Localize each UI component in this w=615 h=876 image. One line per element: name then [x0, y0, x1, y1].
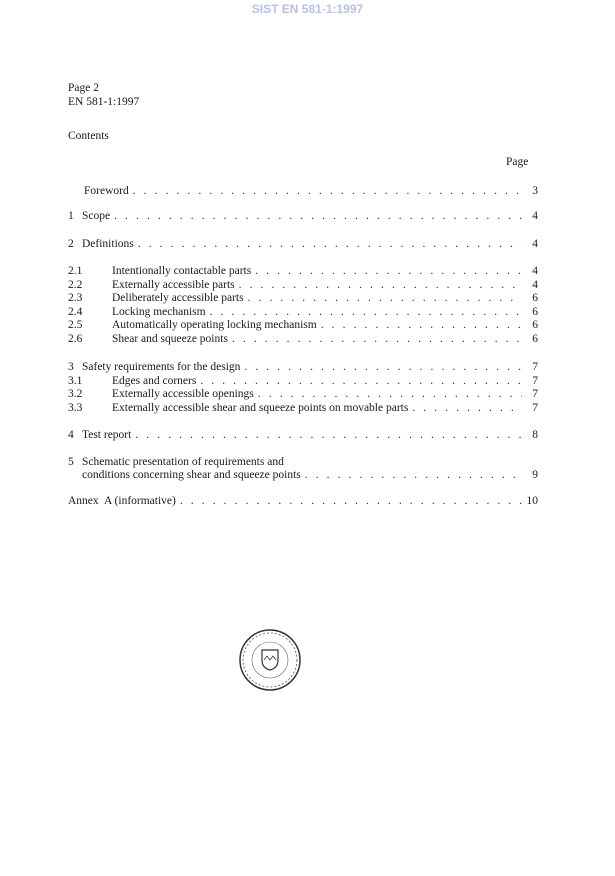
toc-entry	[68, 278, 538, 292]
toc-page: 9	[532, 469, 538, 481]
toc-title: Edges and corners	[112, 375, 197, 387]
dot-leader	[180, 494, 522, 508]
toc-number: 2.3	[68, 292, 83, 304]
toc-title: Intentionally contactable parts	[112, 265, 252, 277]
contents-heading: Contents	[68, 130, 109, 142]
toc-title: Externally accessible parts	[112, 279, 235, 291]
dot-leader	[244, 360, 522, 374]
toc-page: 7	[532, 402, 538, 414]
toc-number: 2.1	[68, 265, 83, 277]
dot-leader	[133, 184, 522, 198]
dot-leader	[412, 401, 522, 415]
toc-number: 2.5	[68, 319, 83, 331]
dot-leader	[114, 209, 522, 223]
toc-number: Annex	[68, 495, 99, 507]
toc-page: 7	[532, 375, 538, 387]
toc-page: 4	[532, 279, 538, 291]
toc-title: A (informative)	[104, 495, 176, 507]
toc-number: 3.3	[68, 402, 83, 414]
toc-number: 2	[68, 238, 74, 250]
dot-leader	[321, 318, 522, 332]
toc-entry	[68, 374, 538, 388]
toc-entry	[68, 360, 538, 374]
dot-leader	[258, 387, 522, 401]
toc-entry	[68, 237, 538, 251]
toc-title: Externally accessible shear and squeeze points on movable parts	[112, 402, 409, 414]
toc-entry	[68, 291, 538, 305]
dot-leader	[255, 264, 522, 278]
toc-entry	[68, 428, 538, 442]
dot-leader	[239, 278, 522, 292]
dot-leader	[200, 374, 522, 388]
toc-entry	[68, 264, 538, 278]
dot-leader	[232, 332, 522, 346]
toc-title: conditions concerning shear and squeeze points	[82, 469, 301, 481]
toc-entry	[68, 387, 538, 401]
dot-leader	[138, 237, 522, 251]
toc-title: Automatically operating locking mechanism	[112, 319, 317, 331]
toc-number: 5	[68, 456, 74, 468]
page-column-heading: Page	[506, 156, 529, 168]
toc-page: 6	[532, 333, 538, 345]
seal-stamp	[238, 628, 302, 692]
toc-entry	[68, 209, 538, 223]
toc-entry	[68, 184, 538, 198]
dot-leader	[135, 428, 522, 442]
toc-title: Schematic presentation of requirements and	[82, 456, 284, 468]
toc-page: 4	[532, 265, 538, 277]
toc-title: Foreword	[84, 185, 129, 197]
toc-number: 3	[68, 361, 74, 373]
toc-entry	[68, 332, 538, 346]
toc-number: 2.6	[68, 333, 83, 345]
toc-entry	[68, 455, 538, 469]
toc-page: 6	[532, 292, 538, 304]
toc-title: Scope	[82, 210, 111, 222]
toc-title: Safety requirements for the design	[82, 361, 241, 373]
toc-page: 3	[532, 185, 538, 197]
toc-entry	[68, 318, 538, 332]
toc-title: Externally accessible openings	[112, 388, 254, 400]
toc-number: 4	[68, 429, 74, 441]
standard-id: EN 581-1:1997	[68, 96, 140, 108]
toc-page: 4	[532, 238, 538, 250]
toc-page: 6	[532, 306, 538, 318]
toc-page: 10	[526, 495, 538, 507]
toc-page: 8	[532, 429, 538, 441]
toc-title: Deliberately accessible parts	[112, 292, 244, 304]
toc-number: 2.4	[68, 306, 83, 318]
dot-leader	[210, 305, 522, 319]
toc-title: Shear and squeeze points	[112, 333, 228, 345]
toc-number: 3.1	[68, 375, 83, 387]
toc-page: 4	[532, 210, 538, 222]
dot-leader	[248, 291, 522, 305]
toc-page: 7	[532, 388, 538, 400]
toc-number: 2.2	[68, 279, 83, 291]
toc-entry	[68, 305, 538, 319]
toc-page: 7	[532, 361, 538, 373]
toc-title: Test report	[82, 429, 132, 441]
toc-title: Definitions	[82, 238, 134, 250]
toc-number: 3.2	[68, 388, 83, 400]
toc-title: Locking mechanism	[112, 306, 206, 318]
toc-page: 6	[532, 319, 538, 331]
dot-leader	[305, 468, 522, 482]
toc-number: 1	[68, 210, 74, 222]
page-number: Page 2	[68, 82, 99, 94]
watermark: SIST EN 581-1:1997	[251, 2, 364, 16]
toc-entry	[68, 494, 538, 508]
toc-entry-continued	[82, 468, 538, 482]
toc-entry	[68, 401, 538, 415]
